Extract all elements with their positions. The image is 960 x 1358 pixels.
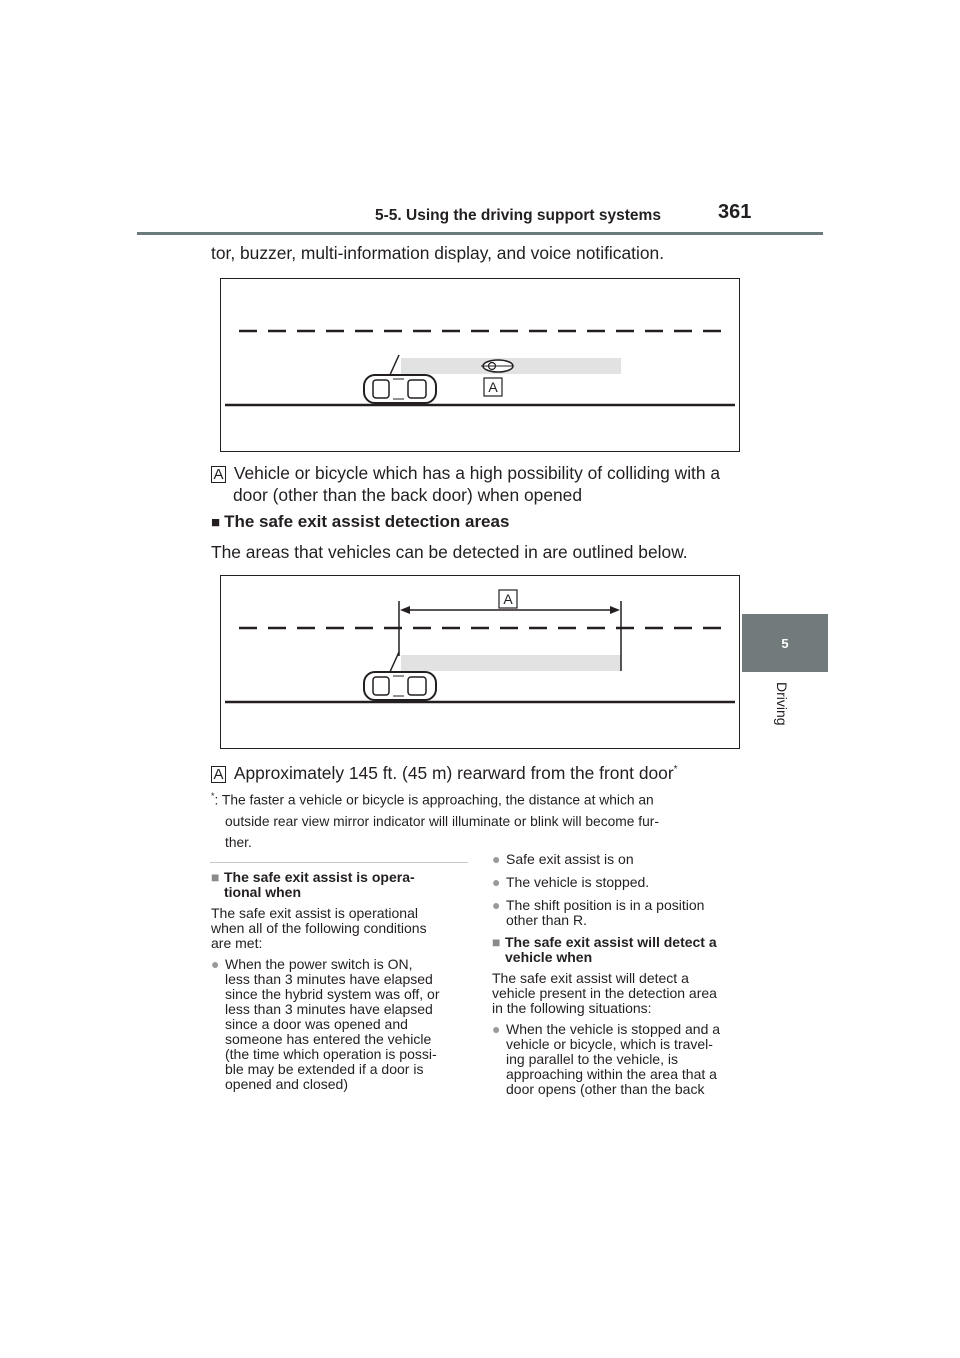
bullet-line: since a door was opened and [225, 1016, 408, 1032]
bullet-line: opened and closed) [225, 1076, 348, 1092]
paragraph-line: in the following situations: [492, 1000, 652, 1016]
chapter-tab [742, 614, 828, 672]
bullet-line: other than R. [506, 912, 587, 928]
paragraph-line: when all of the following conditions [211, 920, 427, 936]
heading-marker: ■ [492, 934, 501, 950]
condition-bullet [492, 898, 754, 928]
caption-2 [211, 759, 678, 784]
bicycle-rider-icon [481, 360, 513, 372]
bullet-line: less than 3 minutes have elapsed [225, 1001, 433, 1017]
heading-marker: ■ [211, 869, 220, 885]
detect-heading-line1: The safe exit assist will detect a [505, 934, 717, 950]
figure-2-drawing [221, 576, 739, 748]
bullet-icon: ● [211, 956, 220, 972]
figure-1-drawing [221, 279, 739, 451]
caption-1-line2: door (other than the back door) when opened [233, 485, 583, 505]
caption-2-text: Approximately 145 ft. (45 m) rearward from the front door [233, 762, 674, 783]
bullet-line: less than 3 minutes have elapsed [225, 971, 433, 987]
footnote-line2: outside rear view mirror indicator will illuminate or blink will become fur- [225, 813, 659, 829]
paragraph-line: The safe exit assist will detect a [492, 970, 689, 986]
bullet-line: ing parallel to the vehicle, is [506, 1051, 678, 1067]
bullet-line: The vehicle is stopped. [506, 874, 650, 890]
power-switch-bullet [211, 957, 471, 1097]
label-a-box [484, 378, 502, 396]
areas-line: The areas that vehicles can be detected in are outlined below. [211, 542, 688, 562]
bullet-line: Safe exit assist is on [506, 851, 634, 867]
detection-areas-heading [211, 512, 509, 532]
caption-2-letter: A [211, 766, 226, 783]
bullet-line: since the hybrid system was off, or [225, 986, 440, 1002]
label-a-box [499, 590, 517, 608]
bullet-icon: ● [492, 1021, 501, 1037]
detect-heading-line2: vehicle when [505, 949, 593, 965]
heading-marker: ■ [211, 514, 221, 531]
page-number: 361 [718, 201, 752, 223]
condition-bullet [492, 852, 754, 867]
detect-paragraph [492, 971, 754, 1016]
caption-1-letter: A [211, 466, 226, 483]
paragraph-line: are met: [211, 935, 263, 951]
figure-detection-area [220, 575, 740, 749]
footnote-mark: * [211, 791, 215, 801]
bullet-line: When the power switch is ON, [225, 956, 413, 972]
bullet-line: When the vehicle is stopped and a [506, 1021, 721, 1037]
detect-heading [492, 935, 754, 965]
footnote [211, 786, 659, 853]
bullet-line: (the time which operation is possi- [225, 1046, 437, 1062]
chapter-label: Driving [774, 682, 790, 726]
footnote-line3: ther. [225, 834, 252, 850]
operational-heading [211, 870, 471, 900]
section-title: 5-5. Using the driving support systems [375, 207, 661, 224]
bullet-line: door opens (other than the back [506, 1081, 705, 1097]
bullet-icon: ● [492, 897, 501, 913]
figure-approaching-vehicle [220, 278, 740, 452]
caption-1-line1: Vehicle or bicycle which has a high possibility of colliding with a [233, 463, 721, 483]
stopped-vehicle-bullet [492, 1022, 754, 1102]
intro-line: tor, buzzer, multi-information display, and voice notification. [211, 243, 665, 263]
right-column [492, 852, 754, 1102]
operational-paragraph [211, 906, 471, 951]
header-rule [137, 232, 823, 235]
bullet-line: ble may be extended if a door is [225, 1061, 424, 1077]
figure-2-label: A [503, 591, 513, 607]
detection-band [401, 655, 621, 671]
bullet-line: someone has entered the vehicle [225, 1031, 432, 1047]
bullet-line: The shift position is in a position [506, 897, 705, 913]
left-column [211, 870, 471, 1097]
paragraph-line: vehicle present in the detection area [492, 985, 717, 1001]
footnote-line1: : The faster a vehicle or bicycle is approaching, the distance at which an [214, 792, 654, 808]
figure-1-label: A [488, 379, 498, 395]
operational-heading-line1: The safe exit assist is opera- [224, 869, 415, 885]
chapter-number: 5 [781, 635, 789, 651]
heading-text: The safe exit assist detection areas [224, 512, 510, 531]
caption-2-sup: * [673, 764, 678, 775]
caption-1 [211, 462, 720, 484]
bullet-icon: ● [492, 874, 501, 890]
bullet-line: vehicle or bicycle, which is travel- [506, 1036, 713, 1052]
paragraph-line: The safe exit assist is operational [211, 905, 418, 921]
operational-heading-line2: tional when [224, 884, 301, 900]
condition-bullet [492, 875, 754, 890]
bullet-line: approaching within the area that a [506, 1066, 717, 1082]
column-divider [210, 862, 468, 863]
bullet-icon: ● [492, 851, 501, 867]
